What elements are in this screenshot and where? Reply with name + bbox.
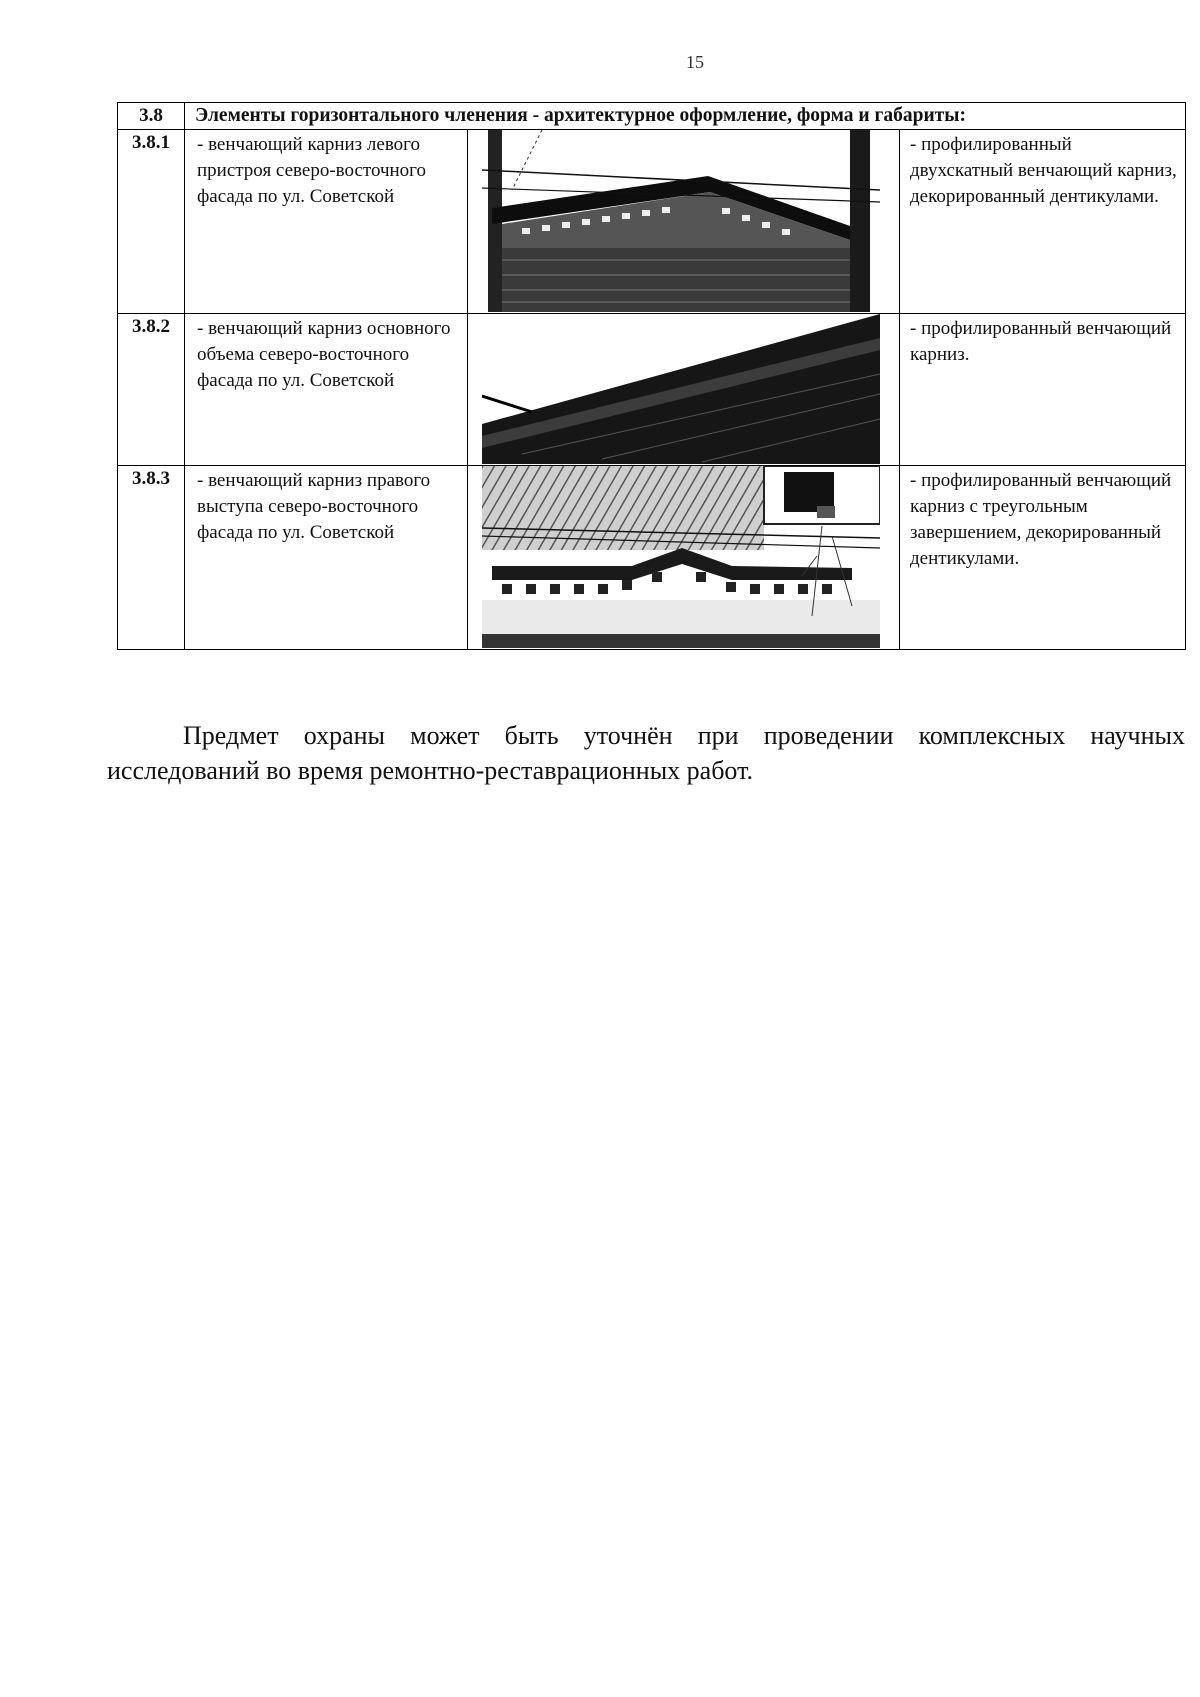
cornice-photo-left-annex <box>482 130 880 312</box>
photo-cell <box>468 314 900 466</box>
row-number: 3.8.2 <box>118 314 185 466</box>
protection-table <box>117 102 1186 650</box>
row-note: - профилированный венчающий карниз с треугольным завершением, декорированный дентикулами. <box>900 466 1186 650</box>
table-row <box>118 314 1186 466</box>
page-number: 15 <box>686 52 704 72</box>
section-title: Элементы горизонтального членения - архитектурное оформление, форма и габариты: <box>185 103 1186 130</box>
photo-cell <box>468 130 900 314</box>
table-row <box>118 466 1186 650</box>
row-number: 3.8.1 <box>118 130 185 314</box>
cornice-photo-main-volume <box>482 314 880 464</box>
row-number: 3.8.3 <box>118 466 185 650</box>
section-number: 3.8 <box>118 103 185 130</box>
row-note: - профилированный двухскатный венчающий карниз, декорированный дентикулами. <box>900 130 1186 314</box>
row-description: - венчающий карниз левого пристроя северо-восточного фасада по ул. Советской <box>185 130 468 314</box>
row-description: - венчающий карниз основного объема северо-восточного фасада по ул. Советской <box>185 314 468 466</box>
row-note: - профилированный венчающий карниз. <box>900 314 1186 466</box>
row-description: - венчающий карниз правого выступа северо-восточного фасада по ул. Советской <box>185 466 468 650</box>
cornice-photo-right-projection <box>482 466 880 648</box>
table-row <box>118 130 1186 314</box>
photo-cell <box>468 466 900 650</box>
closing-paragraph: Предмет охраны может быть уточнён при проведении комплексных научных исследований во время ремонтно-реставрационных работ. <box>107 721 1185 785</box>
table-header-row <box>118 103 1186 130</box>
